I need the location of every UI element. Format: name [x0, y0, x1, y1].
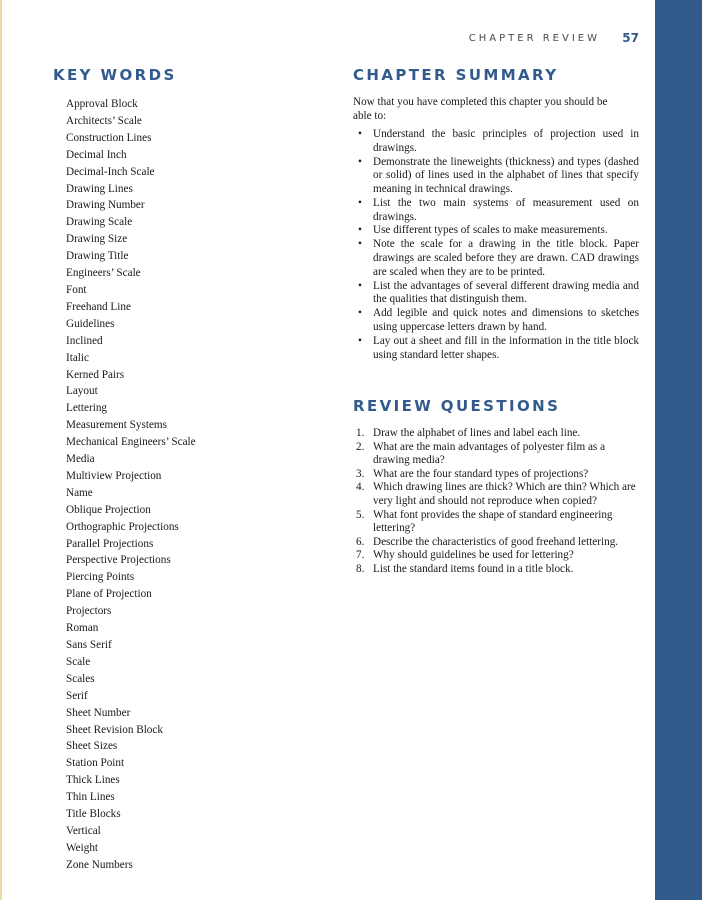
key-word-item: Title Blocks — [66, 808, 121, 821]
question-number: 4. — [356, 481, 365, 494]
key-word-item: Inclined — [66, 334, 103, 347]
key-word-item: Approval Block — [66, 98, 138, 110]
key-word-item: Thin Lines — [66, 791, 115, 804]
question-text: Which drawing lines are thick? Which are thin? Which are very light and should not reproduce when copied? — [373, 481, 636, 507]
review-questions-heading: REVIEW QUESTIONS — [353, 397, 561, 415]
key-word-item: Font — [66, 283, 87, 296]
key-word-item: Drawing Scale — [66, 216, 133, 229]
question-text: What are the four standard types of projections? — [373, 467, 589, 480]
bullet-icon: • — [358, 224, 362, 237]
summary-bullet-item — [356, 156, 639, 197]
summary-bullet-item — [356, 307, 639, 334]
key-word-item: Station Point — [66, 757, 125, 770]
key-word-item: Name — [66, 486, 93, 499]
key-word-item: Scale — [66, 655, 91, 668]
key-word-item: Sheet Revision Block — [66, 723, 163, 736]
chapter-summary-heading: CHAPTER SUMMARY — [353, 66, 559, 84]
key-word-item: Decimal Inch — [66, 148, 127, 161]
review-question-item — [356, 549, 639, 563]
summary-bullet-item — [356, 197, 639, 224]
key-words-heading: KEY WORDS — [53, 66, 177, 84]
bullet-icon: • — [358, 128, 362, 140]
bullet-icon: • — [358, 334, 362, 347]
question-number: 6. — [356, 535, 365, 548]
summary-intro: Now that you have completed this chapter you should be able to: — [353, 96, 608, 122]
question-number: 1. — [356, 427, 365, 439]
summary-bullet-text: Add legible and quick notes and dimensions to sketches using uppercase letters drawn by hand. — [373, 307, 639, 333]
key-word-item: Parallel Projections — [66, 537, 154, 550]
key-word-item: Italic — [66, 351, 89, 364]
summary-bullet-text: Use different types of scales to make measurements. — [373, 224, 608, 237]
key-word-item: Engineers’ Scale — [66, 267, 141, 280]
key-word-item: Serif — [66, 689, 88, 702]
question-number: 3. — [356, 467, 365, 480]
summary-bullet-text: Note the scale for a drawing in the title block. Paper drawings are scaled before they are drawn. CAD drawings are scaled when they are to be printed. — [373, 238, 639, 278]
question-number: 8. — [356, 562, 365, 575]
bullet-icon: • — [358, 238, 362, 251]
review-question-item — [356, 509, 639, 536]
key-word-item: Kerned Pairs — [66, 368, 125, 381]
running-head: CHAPTER REVIEW — [468, 33, 600, 44]
key-word-item: Thick Lines — [66, 774, 120, 787]
summary-bullet-text: Understand the basic principles of projection used in drawings. — [373, 128, 639, 154]
key-word-item: Vertical — [66, 824, 101, 837]
question-number: 5. — [356, 508, 365, 521]
page-number: 57 — [622, 31, 639, 45]
summary-bullet-item — [356, 224, 639, 238]
question-text: Why should guidelines be used for lettering? — [373, 549, 574, 562]
question-text: Describe the characteristics of good freehand lettering. — [373, 535, 619, 548]
summary-bullet-text: List the advantages of several different drawing media and the qualities that distinguish them. — [373, 279, 639, 306]
summary-bullet-item — [356, 335, 639, 362]
bullet-icon: • — [358, 196, 362, 209]
key-word-item: Scales — [66, 672, 95, 685]
key-word-item: Oblique Projection — [66, 503, 151, 516]
review-question-item — [356, 481, 639, 508]
bullet-icon: • — [358, 155, 362, 168]
review-question-item — [356, 468, 639, 482]
key-word-item: Freehand Line — [66, 300, 131, 313]
summary-bullet-text: List the two main systems of measurement used on drawings. — [373, 196, 639, 223]
key-word-item: Media — [66, 453, 95, 466]
key-word-item: Drawing Title — [66, 250, 129, 263]
summary-bullet-item — [356, 280, 639, 307]
question-text: Draw the alphabet of lines and label each line. — [373, 427, 581, 439]
key-word-item: Plane of Projection — [66, 588, 152, 601]
chapter-side-band — [655, 0, 702, 900]
review-question-item — [356, 563, 639, 577]
key-word-item: Architects’ Scale — [66, 114, 142, 127]
question-number: 7. — [356, 549, 365, 562]
key-word-item: Layout — [66, 385, 98, 398]
key-word-item: Sheet Number — [66, 706, 131, 719]
bullet-icon: • — [358, 279, 362, 292]
summary-bullet-item — [356, 128, 639, 155]
key-word-item: Perspective Projections — [66, 554, 171, 567]
key-word-item: Construction Lines — [66, 131, 152, 144]
summary-bullet-list — [356, 128, 639, 362]
key-word-item: Orthographic Projections — [66, 520, 179, 533]
review-question-item — [356, 536, 639, 550]
question-text: What are the main advantages of polyester film as a drawing media? — [373, 440, 606, 467]
key-word-item: Sheet Sizes — [66, 740, 118, 753]
key-word-item: Projectors — [66, 605, 112, 618]
question-number: 2. — [356, 440, 365, 453]
key-word-item: Drawing Size — [66, 233, 128, 246]
key-word-item: Piercing Points — [66, 571, 135, 584]
key-word-item: Lettering — [66, 402, 108, 415]
key-word-item: Guidelines — [66, 317, 115, 330]
key-word-item: Weight — [66, 841, 99, 854]
key-word-item: Multiview Projection — [66, 469, 162, 482]
key-word-item: Measurement Systems — [66, 419, 167, 432]
key-word-item: Roman — [66, 622, 99, 635]
key-word-item: Mechanical Engineers’ Scale — [66, 436, 196, 449]
question-text: List the standard items found in a title block. — [373, 562, 574, 575]
summary-bullet-text: Demonstrate the lineweights (thickness) and types (dashed or solid) of lines used in the alphabet of lines that specify meaning in technical drawings. — [373, 155, 639, 195]
summary-bullet-text: Lay out a sheet and fill in the information in the title block using standard letter shapes. — [373, 334, 639, 361]
key-word-item: Drawing Lines — [66, 182, 133, 195]
key-word-item: Drawing Number — [66, 199, 145, 212]
review-question-item — [356, 427, 639, 441]
review-questions-list — [356, 427, 639, 577]
page-edge — [0, 0, 2, 900]
summary-bullet-item — [356, 238, 639, 279]
question-text: What font provides the shape of standard engineering lettering? — [373, 508, 613, 535]
key-word-item: Decimal-Inch Scale — [66, 165, 155, 178]
bullet-icon: • — [358, 307, 362, 320]
review-question-item — [356, 441, 639, 468]
key-words-list — [66, 96, 196, 874]
key-word-item: Zone Numbers — [66, 858, 133, 871]
key-word-item: Sans Serif — [66, 639, 112, 651]
